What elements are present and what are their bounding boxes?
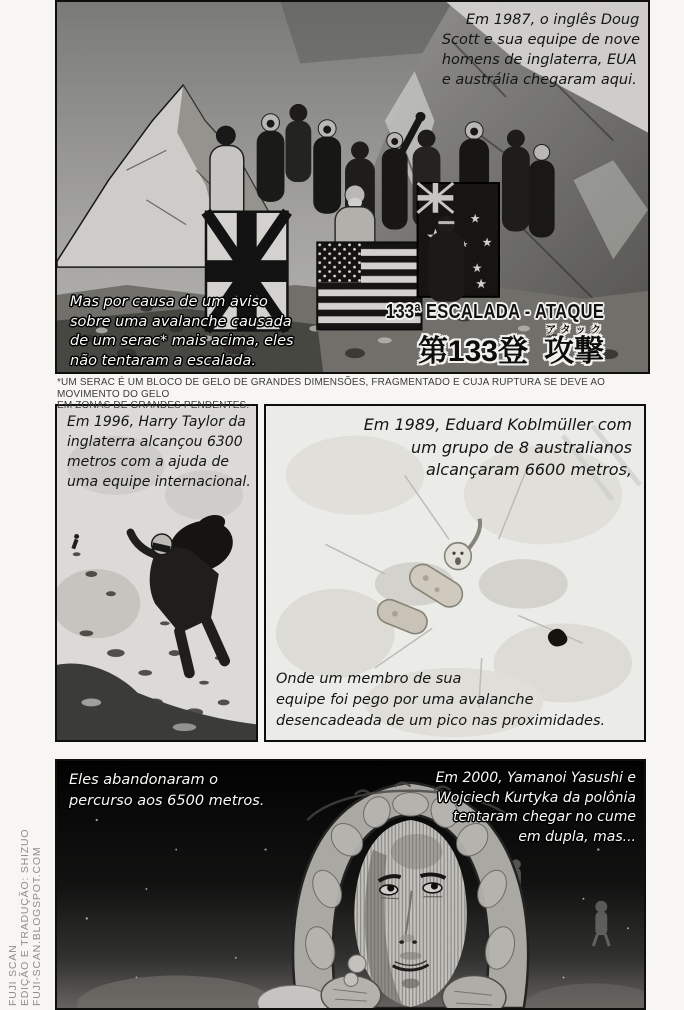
credit-scan-group: FUJI SCAN [7, 944, 19, 1006]
scanlation-credits [7, 829, 43, 1006]
chapter-title-pt: 133ª ESCALADA - ATAQUE [385, 301, 604, 323]
panel-harry-taylor-1996 [55, 404, 258, 742]
caption-2000: Em 2000, Yamanoi Yasushi e Wojciech Kurtyka da polônia tentaram chegar no cume em dupla, mas... [435, 770, 636, 845]
caption-1987: Em 1987, o inglês Doug Scott e sua equipe de nove homens de inglaterra, EUA e austrália chegaram aqui. [441, 12, 640, 88]
furigana: アタック [544, 325, 604, 336]
serac-footnote: *UM SERAC É UM BLOCO DE GELO DE GRANDES DIMENSÕES, FRAGMENTADO E CUJA RUPTURA SE DEVE AO MOVIMENTO DO GELO EM ZONAS DE GRANDES PENDENTES. [57, 377, 606, 411]
panel-koblmuller-1989 [264, 404, 646, 742]
panel-yamanoi-2000 [55, 759, 646, 1010]
panel-k2-expedition-1987 [55, 0, 650, 374]
chapter-title-jp: 第133登 攻撃アタック [417, 325, 604, 368]
credit-website: FUJI-SCAN.BLOGSPOT.COM [31, 846, 43, 1006]
caption-1996: Em 1996, Harry Taylor da inglaterra alcançou 6300 metros com a ajuda de uma equipe internacional. [67, 414, 251, 490]
caption-avalanche-member: Onde um membro de sua equipe foi pego por uma avalanche desencadeada de um pico nas proximidades. [276, 671, 606, 729]
caption-1989: Em 1989, Eduard Koblmüller com um grupo de 8 australianos alcançaram 6600 metros, [363, 415, 632, 479]
caption-avalanche-warning: Mas por causa de um aviso sobre uma avalanche causada de um serac* mais acima, eles não tentaram a escalada. [70, 294, 294, 369]
credit-edition: EDIÇÃO E TRADUÇÃO: SHIZUO [19, 828, 31, 1006]
chapter-title [338, 301, 604, 369]
caption-abandon-6500: Eles abandonaram o percurso aos 6500 metros. [69, 772, 265, 809]
